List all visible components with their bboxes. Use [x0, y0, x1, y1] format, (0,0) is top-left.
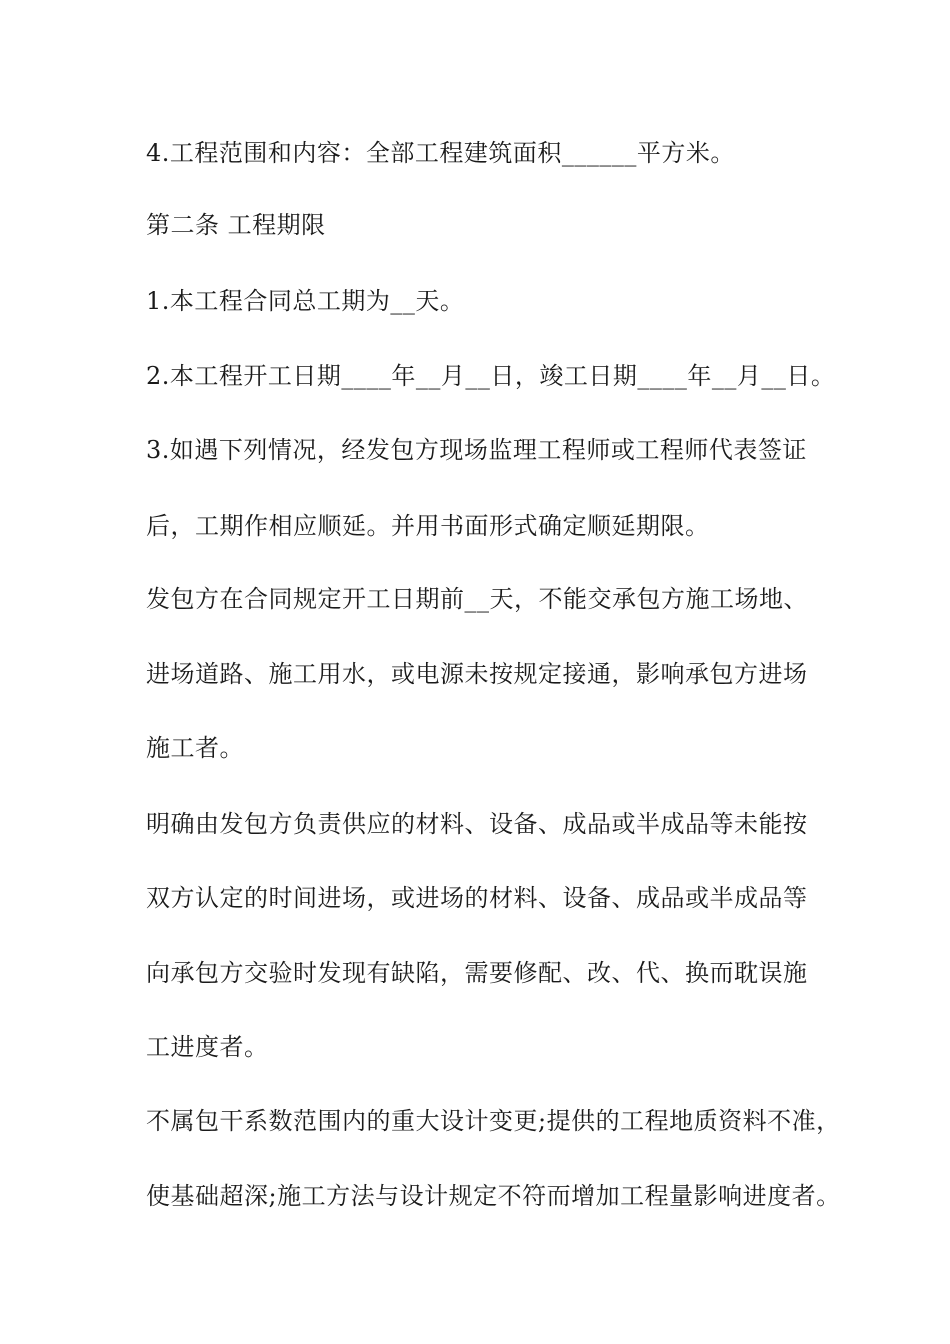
- condition-materials-line-1: 明确由发包方负责供应的材料、设备、成品或半成品等未能按: [146, 810, 808, 838]
- article-two-heading: 第二条 工程期限: [146, 211, 326, 239]
- condition-site-line-3: 施工者。: [146, 734, 244, 762]
- condition-materials-line-2: 双方认定的时间进场，或进场的材料、设备、成品或半成品等: [146, 884, 808, 912]
- clause-scope-line: 4.工程范围和内容：全部工程建筑面积______平方米。: [146, 139, 735, 167]
- condition-design-change-line-1: 不属包干系数范围内的重大设计变更;提供的工程地质资料不准，: [146, 1107, 841, 1135]
- clause-start-end-date-line: 2.本工程开工日期____年__月__日，竣工日期____年__月__日。: [146, 362, 836, 390]
- clause-extension-line-1: 3.如遇下列情况，经发包方现场监理工程师或工程师代表签证: [146, 436, 807, 464]
- condition-materials-line-4: 工进度者。: [146, 1033, 269, 1061]
- condition-site-line-2: 进场道路、施工用水，或电源未按规定接通，影响承包方进场: [146, 660, 808, 688]
- clause-extension-line-2: 后，工期作相应顺延。并用书面形式确定顺延期限。: [146, 512, 710, 540]
- condition-materials-line-3: 向承包方交验时发现有缺陷，需要修配、改、代、换而耽误施: [146, 959, 808, 987]
- clause-total-duration-line: 1.本工程合同总工期为__天。: [146, 287, 465, 315]
- condition-site-line-1: 发包方在合同规定开工日期前__天，不能交承包方施工场地、: [146, 585, 808, 613]
- condition-design-change-line-2: 使基础超深;施工方法与设计规定不符而增加工程量影响进度者。: [146, 1182, 841, 1210]
